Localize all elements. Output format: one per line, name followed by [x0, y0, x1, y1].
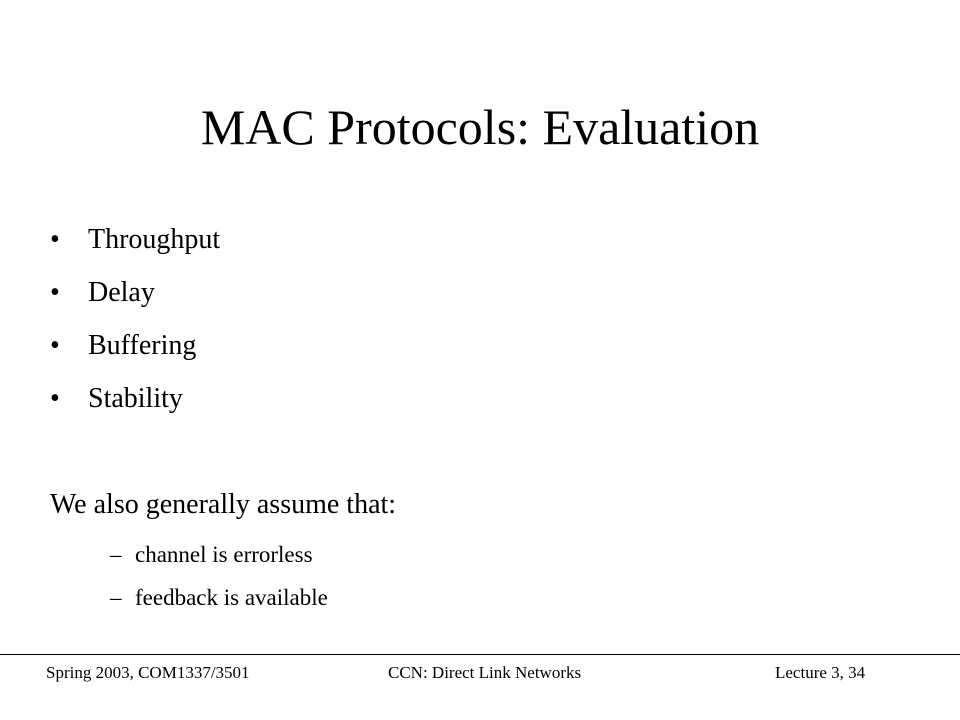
bullet-item-delay	[50, 266, 220, 319]
bullet-marker: •	[50, 224, 60, 255]
bullet-text: Delay	[88, 277, 155, 308]
assumption-text: channel is errorless	[135, 542, 313, 567]
bullet-item-buffering	[50, 319, 220, 372]
assumption-item-feedback	[110, 576, 328, 619]
assumptions-heading: We also generally assume that:	[50, 489, 397, 520]
footer-course: Spring 2003, COM1337/3501	[46, 663, 250, 682]
bullet-text: Stability	[88, 383, 183, 414]
assumption-text: feedback is available	[135, 585, 328, 610]
slide-title: MAC Protocols: Evaluation	[200, 99, 760, 155]
bullet-marker: •	[50, 277, 60, 308]
bullet-list	[50, 213, 220, 425]
footer-topic: CCN: Direct Link Networks	[388, 663, 582, 682]
dash-marker: –	[110, 585, 122, 610]
bullet-marker: •	[50, 383, 60, 414]
assumptions-list	[110, 533, 328, 619]
bullet-item-throughput	[50, 213, 220, 266]
assumption-item-channel	[110, 533, 328, 576]
dash-marker: –	[110, 542, 122, 567]
bullet-text: Throughput	[88, 224, 221, 255]
bullet-marker: •	[50, 330, 60, 361]
footer-slide-number: Lecture 3, 34	[775, 663, 866, 682]
bullet-text: Buffering	[88, 330, 197, 361]
footer-divider	[0, 654, 960, 655]
bullet-item-stability	[50, 372, 220, 425]
